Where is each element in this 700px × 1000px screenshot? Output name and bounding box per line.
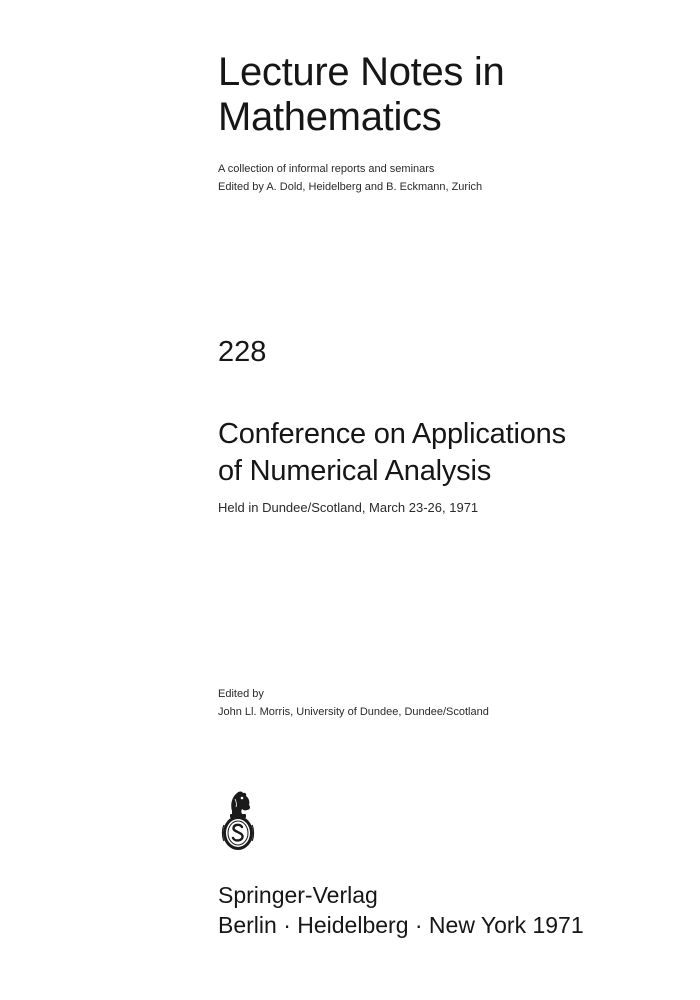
series-title (218, 50, 678, 140)
springer-knight-emblem (218, 789, 258, 853)
springer-knight-logo-icon (218, 789, 258, 853)
editor-name: John Ll. Morris, University of Dundee, Dundee/Scotland (218, 706, 489, 718)
book-title-line2: of Numerical Analysis (218, 455, 492, 487)
series-subtitle: A collection of informal reports and seminars (218, 163, 435, 175)
series-title-line2: Mathematics (218, 95, 442, 139)
series-subtitle-block (218, 160, 678, 196)
volume-number: 228 (218, 336, 267, 368)
publisher-name: Springer-Verlag (218, 882, 378, 908)
publisher-cities: Berlin · Heidelberg · New York 1971 (218, 912, 584, 938)
book-title (218, 416, 678, 490)
conference-held-line: Held in Dundee/Scotland, March 23-26, 1971 (218, 500, 479, 515)
series-editors: Edited by A. Dold, Heidelberg and B. Eckmann, Zurich (218, 181, 483, 193)
edited-by-label: Edited by (218, 688, 264, 700)
series-title-line1: Lecture Notes in (218, 50, 505, 94)
editor-block (218, 685, 678, 721)
publisher-block (218, 880, 678, 940)
book-title-line1: Conference on Applications (218, 418, 566, 450)
